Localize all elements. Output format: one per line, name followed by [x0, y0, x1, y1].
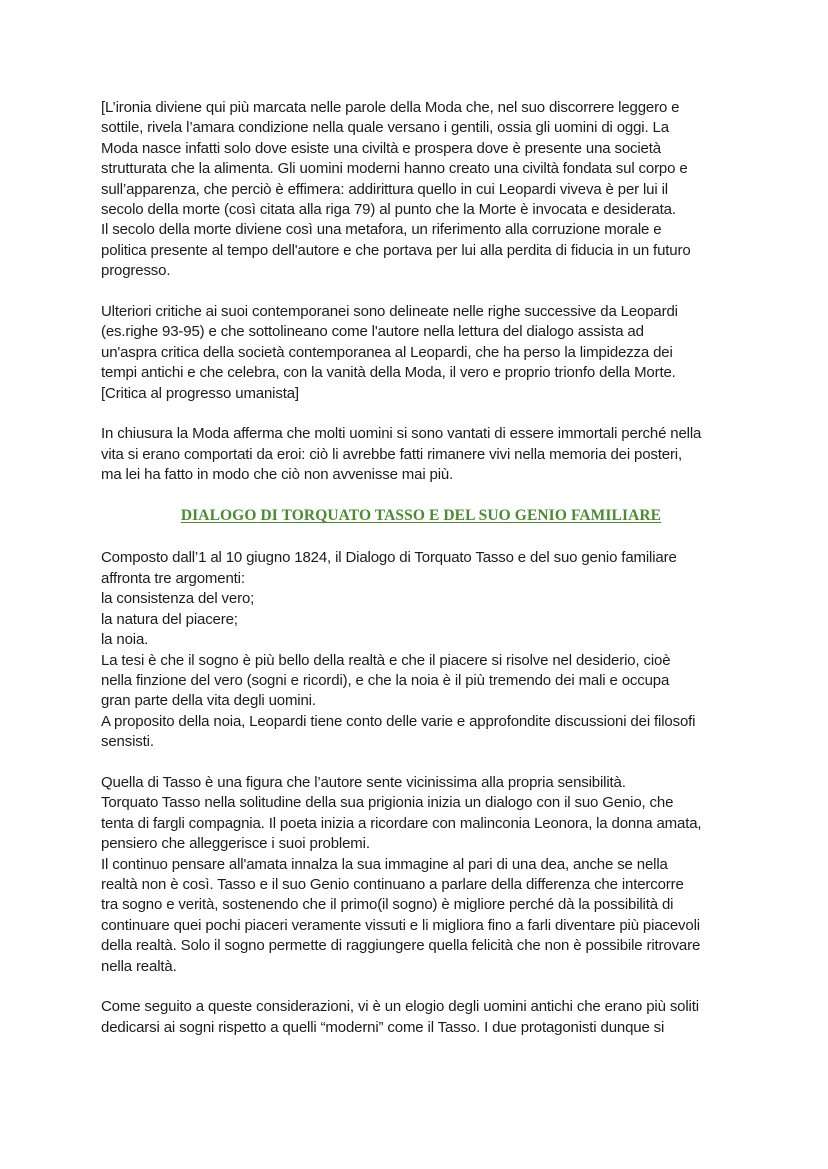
- text-line: ma lei ha fatto in modo che ciò non avvenisse mai più.: [101, 466, 454, 484]
- text-line: affronta tre argomenti:: [101, 569, 245, 587]
- text-line: sottile, rivela l’amara condizione nella quale versano i gentili, ossia gli uomini di oggi. La: [101, 119, 669, 137]
- text-line: Ulteriori critiche ai suoi contemporanei sono delineate nelle righe successive da Leopardi: [101, 303, 678, 321]
- text-line: strutturata che la alimenta. Gli uomini moderni hanno creato una civiltà fondata sul corpo e: [101, 160, 688, 178]
- text-line: (es.righe 93-95) e che sottolineano come l'autore nella lettura del dialogo assista ad: [101, 323, 644, 341]
- text-line: sull’apparenza, che perciò è effimera: addirittura quello in cui Leopardi viveva è per lui il: [101, 180, 668, 198]
- text-line: sensisti.: [101, 733, 154, 751]
- text-line: tenta di fargli compagnia. Il poeta inizia a ricordare con malinconia Leonora, la donna amata,: [101, 814, 702, 832]
- text-line: tempi antichi e che celebra, con la vanità della Moda, il vero e proprio trionfo della Morte.: [101, 364, 676, 382]
- paragraph-tasso-figure: [101, 773, 741, 977]
- list-item: la consistenza del vero;: [101, 590, 255, 608]
- paragraph-irony-moda: [101, 98, 741, 282]
- text-line: Composto dall’1 al 10 giugno 1824, il Dialogo di Torquato Tasso e del suo genio familiare: [101, 549, 677, 567]
- text-line: Il continuo pensare all'amata innalza la sua immagine al pari di una dea, anche se nella: [101, 855, 668, 873]
- text-line: Torquato Tasso nella solitudine della sua prigionia inizia un dialogo con il suo Genio, che: [101, 794, 674, 812]
- text-line: progresso.: [101, 262, 171, 280]
- text-line: un'aspra critica della società contemporanea al Leopardi, che ha perso la limpidezza dei: [101, 343, 673, 361]
- text-line: realtà non è così. Tasso e il suo Genio continuano a parlare della differenza che intercorre: [101, 875, 684, 893]
- text-line: continuare quei pochi piaceri veramente vissuti e li migliora fino a farli diventare più piacevoli: [101, 916, 700, 934]
- text-line: secolo della morte (così citata alla riga 79) al punto che la Morte è invocata e desiderata.: [101, 201, 676, 219]
- list-item: la noia.: [101, 631, 149, 649]
- text-line: Il secolo della morte diviene così una metafora, un riferimento alla corruzione morale e: [101, 221, 662, 239]
- text-line: [Critica al progresso umanista]: [101, 384, 299, 402]
- text-line: nella finzione del vero (sogni e ricordi), e che la noia è il più tremendo dei mali e occupa: [101, 671, 670, 689]
- text-line: La tesi è che il sogno è più bello della realtà e che il piacere si risolve nel desiderio, cioè: [101, 651, 671, 669]
- paragraph-critiques: [101, 302, 741, 404]
- paragraph-closing: [101, 424, 741, 485]
- text-line: Moda nasce infatti solo dove esiste una civiltà e prospera dove è presente una società: [101, 139, 661, 157]
- text-line: dedicarsi ai sogni rispetto a quelli “moderni” come il Tasso. I due protagonisti dunque si: [101, 1018, 665, 1036]
- text-line: pensiero che alleggerisce i suoi problemi.: [101, 835, 370, 853]
- text-line: nella realtà.: [101, 957, 177, 975]
- paragraph-ancients-elogy: [101, 997, 741, 1038]
- text-line: [L’ironia diviene qui più marcata nelle parole della Moda che, nel suo discorrere leggero e: [101, 99, 680, 116]
- text-line: In chiusura la Moda afferma che molti uomini si sono vantati di essere immortali perché nella: [101, 425, 702, 443]
- text-line: Quella di Tasso è una figura che l’autore sente vicinissima alla propria sensibilità.: [101, 773, 626, 791]
- text-line: vita si erano comportati da eroi: ciò li avrebbe fatti rimanere vivi nella memoria dei posteri,: [101, 445, 683, 463]
- section-heading: DIALOGO DI TORQUATO TASSO E DEL SUO GENIO FAMILIARE: [180, 507, 662, 525]
- document-page: [101, 98, 741, 1059]
- text-line: Come seguito a queste considerazioni, vi è un elogio degli uomini antichi che erano più soliti: [101, 998, 699, 1016]
- text-line: gran parte della vita degli uomini.: [101, 692, 316, 710]
- text-line: politica presente al tempo dell'autore e che portava per lui alla perdita di fiducia in un futuro: [101, 241, 691, 259]
- text-line: della realtà. Solo il sogno permette di raggiungere quella felicità che non è possibile ritrovare: [101, 937, 701, 955]
- text-line: A proposito della noia, Leopardi tiene conto delle varie e approfondite discussioni dei filosofi: [101, 712, 696, 730]
- paragraph-composition: [101, 548, 741, 752]
- text-line: tra sogno e verità, sostenendo che il primo(il sogno) è migliore perché dà la possibilità di: [101, 896, 674, 914]
- list-item: la natura del piacere;: [101, 610, 238, 628]
